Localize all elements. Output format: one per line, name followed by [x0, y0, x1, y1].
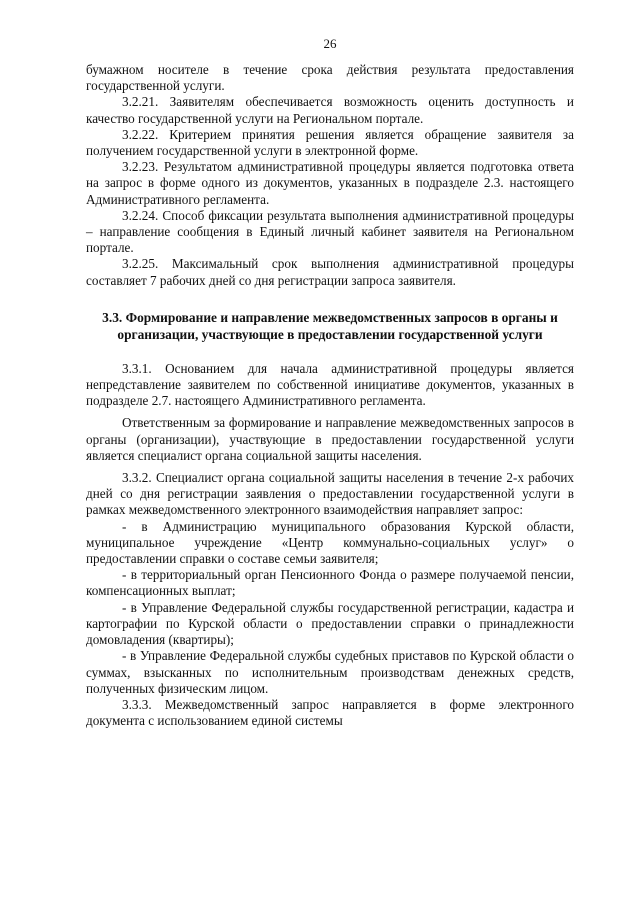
list-item-pension-fund: - в территориальный орган Пенсионного Фонда о размере получаемой пенсии, компенсационных выплат; [86, 567, 574, 599]
paragraph-responsible: Ответственным за формирование и направление межведомственных запросов в органы (организации), участвующие в предоставлении государственной услуги является специалист органа социальной защиты населения. [86, 415, 574, 463]
paragraph-continuation: бумажном носителе в течение срока действия результата предоставления государственной услуги. [86, 62, 574, 94]
paragraph-3-2-25: 3.2.25. Максимальный срок выполнения административной процедуры составляет 7 рабочих дней со дня регистрации запроса заявителя. [86, 256, 574, 288]
paragraph-3-2-23: 3.2.23. Результатом административной процедуры является подготовка ответа на запрос в форме одного из документов, указанных в подразделе 2.3. настоящего Административного регламента. [86, 159, 574, 207]
paragraph-3-2-24: 3.2.24. Способ фиксации результата выполнения административной процедуры – направление сообщения в Единый личный кабинет заявителя на Региональном портале. [86, 207, 574, 256]
paragraph-3-3-1: 3.3.1. Основанием для начала административной процедуры является непредставление заявителем по собственной инициативе документов, указанных в подразделе 2.7. настоящего Административного регламента. [86, 360, 574, 409]
paragraph-3-2-21: 3.2.21. Заявителям обеспечивается возможность оценить доступность и качество государственной услуги на Региональном портале. [86, 94, 574, 126]
list-item-rosreestr: - в Управление Федеральной службы государственной регистрации, кадастра и картографии по Курской области о предоставлении справки о принадлежности домовладения (квартиры); [86, 599, 574, 648]
paragraph-3-3-3: 3.3.3. Межведомственный запрос направляется в форме электронного документа с использованием единой системы [86, 696, 574, 729]
paragraph-3-3-2: 3.3.2. Специалист органа социальной защиты населения в течение 2-х рабочих дней со дня регистрации заявления о предоставлении государственной услуги в рамках межведомственного электронного взаимодействия направляет запрос: [86, 470, 574, 518]
paragraph-3-2-22: 3.2.22. Критерием принятия решения является обращение заявителя за получением государственной услуги в электронной форме. [86, 126, 574, 159]
list-item-bailiffs: - в Управление Федеральной службы судебных приставов по Курской области о суммах, взысканных по исполнительным производствам денежных средств, полученных физическим лицом. [86, 648, 574, 696]
list-item-administration: - в Администрацию муниципального образования Курской области, муниципальное учреждение «Центр коммунально-социальных услуг» о предоставлении справки о составе семьи заявителя; [86, 518, 574, 567]
page-number: 26 [323, 36, 337, 51]
section-heading-3-3: 3.3. Формирование и направление межведомственных запросов в органы и организации, участвующие в предоставлении государственной услуги [102, 309, 558, 342]
